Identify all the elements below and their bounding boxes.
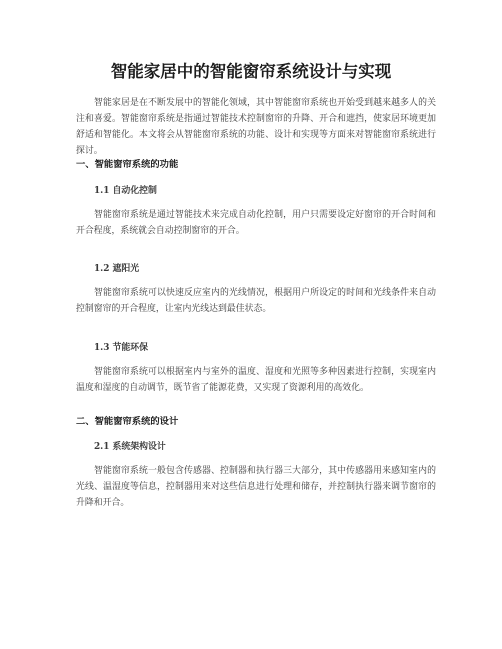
subsection-heading-architecture: 2.1 系统架构设计: [94, 442, 166, 452]
subsection-body-automation: 智能窗帘系统是通过智能技术来完成自动化控制，用户只需要设定好窗帘的开合时间和开合程度，系统就会自动控制窗帘的开合。: [76, 210, 436, 236]
document-title: 智能家居中的智能窗帘系统设计与实现: [110, 62, 392, 81]
subsection-body-energy: 智能窗帘系统可以根据室内与室外的温度、湿度和光照等多种因素进行控制，实现室内温度和湿度的自动调节，既节省了能源花费，又实现了资源利用的高效化。: [76, 367, 436, 393]
subsection-heading-energy: 1.3 节能环保: [94, 343, 149, 353]
section-heading-design: 二、智能窗帘系统的设计: [76, 416, 179, 427]
subsection-body-architecture: 智能窗帘系统一般包含传感器、控制器和执行器三大部分，其中传感器用来感知室内的光线、温湿度等信息，控制器用来对这些信息进行处理和储存，并控制执行器来调节窗帘的升降和开合。: [76, 466, 436, 508]
subsection-heading-automation: 1.1 自动化控制: [94, 186, 157, 196]
section-heading-functions: 一、智能窗帘系统的功能: [76, 159, 179, 170]
subsection-body-sunshade: 智能窗帘系统可以快速反应室内的光线情况，根据用户所设定的时间和光线条件来自动控制窗帘的开合程度，让室内光线达到最佳状态。: [76, 288, 436, 314]
subsection-heading-sunshade: 1.2 遮阳光: [94, 264, 140, 274]
intro-paragraph: 智能家居是在不断发展中的智能化领域，其中智能窗帘系统也开始受到越来越多人的关注和喜爱。智能窗帘系统是指通过智能技术控制窗帘的升降、开合和遮挡，使家居环境更加舒适和智能化。本文将会从智能窗帘系统的功能、设计和实现等方面来对智能窗帘系统进行探讨。: [76, 98, 436, 156]
